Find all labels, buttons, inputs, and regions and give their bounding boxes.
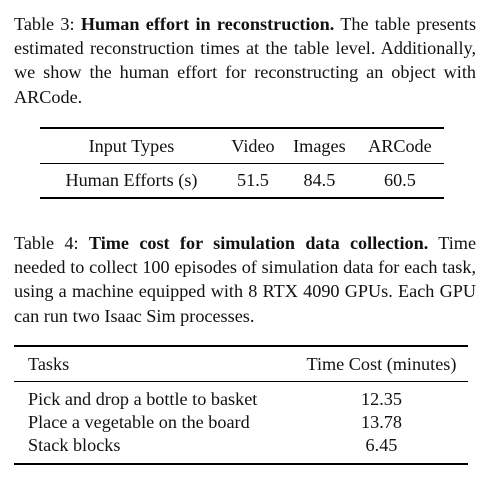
table4-header-tasks: Tasks — [28, 353, 70, 374]
table4-header-time-cost: Time Cost (minutes) — [306, 353, 457, 374]
table3-cell-arcode: 60.5 — [383, 170, 416, 190]
table4-caption — [14, 231, 476, 328]
table-row — [14, 382, 468, 412]
table4-cell-task: Place a vegetable on the board — [28, 412, 250, 432]
table4-cell-task: Stack blocks — [28, 435, 121, 455]
table3-cell-video: 51.5 — [237, 170, 269, 190]
table3-header-row — [40, 128, 444, 164]
table4-cell-time: 6.45 — [365, 435, 398, 455]
table3-caption-title: Human effort in reconstruction. — [80, 14, 335, 34]
table4 — [14, 345, 468, 465]
table3-cell-label: Human Efforts (s) — [65, 170, 198, 190]
table3-cell-images: 84.5 — [303, 170, 336, 190]
table3-caption-label: Table 3: — [14, 14, 75, 34]
table4-header-row — [14, 346, 468, 382]
table4-caption-label: Table 4: — [14, 233, 79, 253]
table4-caption-text: Time needed to collect 100 episodes of simulation data for each task, using a machine equipped with 8 RTX 4090 GPUs. Each GPU can run two Isaac Sim processes. — [14, 233, 477, 326]
table4-cell-task: Pick and drop a bottle to basket — [28, 389, 258, 409]
table3-header-video: Video — [231, 135, 275, 156]
table3 — [40, 127, 444, 199]
table-row — [14, 411, 468, 434]
table3-header-input-types: Input Types — [88, 135, 175, 156]
table3-caption-text: The table presents estimated reconstruction times at the table level. Additionally, we show the human effort for reconstructing an object with ARCode. — [14, 14, 477, 107]
table4-cell-time: 12.35 — [361, 389, 402, 409]
table4-cell-time: 13.78 — [361, 412, 402, 432]
table4-caption-title: Time cost for simulation data collection. — [88, 233, 429, 253]
table3-header-images: Images — [293, 135, 346, 156]
table-row — [14, 434, 468, 464]
table-row — [40, 164, 444, 199]
table3-header-arcode: ARCode — [368, 135, 432, 156]
table3-caption — [14, 12, 476, 109]
